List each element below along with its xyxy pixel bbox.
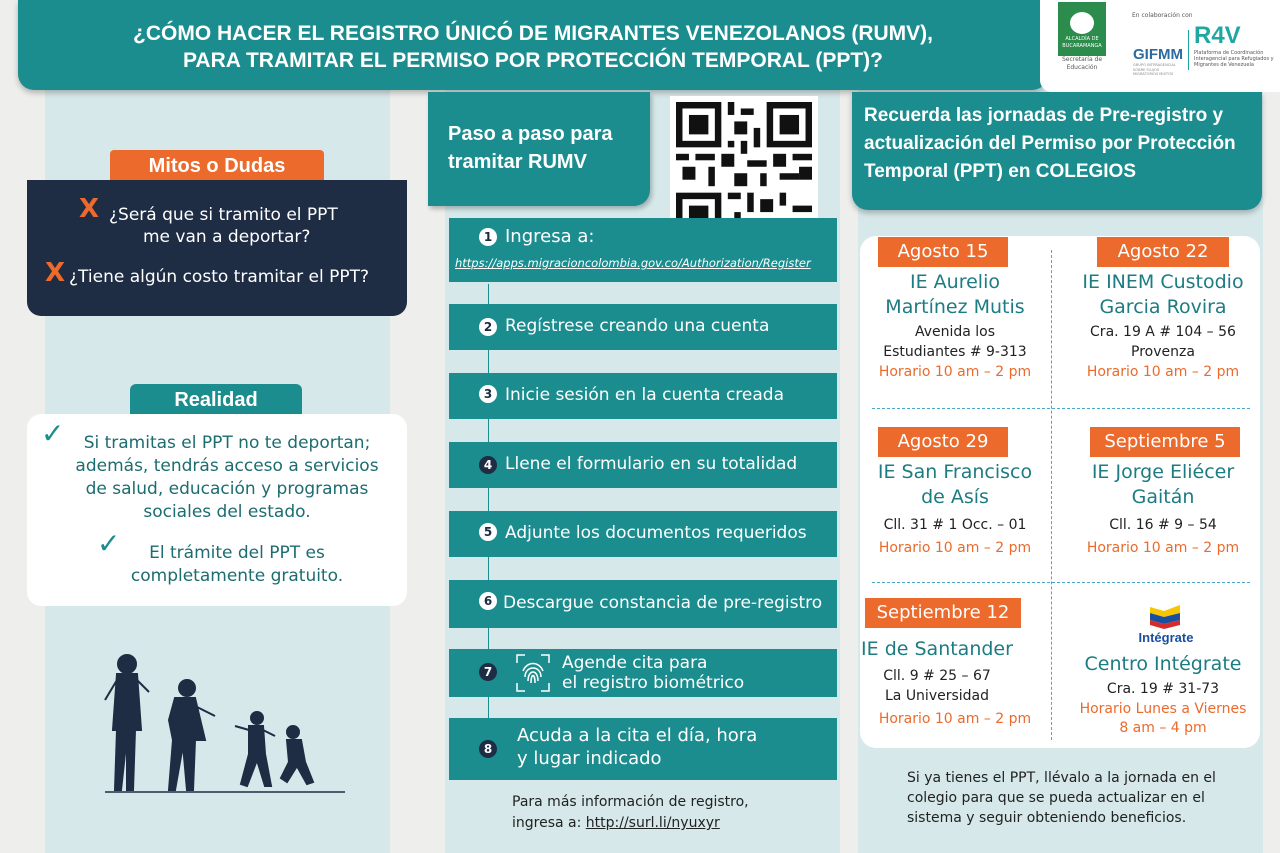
step-4	[449, 442, 837, 488]
step-label: Inicie sesión en la cuenta creada	[505, 385, 784, 405]
date-badge: Agosto 15	[878, 237, 1008, 267]
step-label: Regístrese creando una cuenta	[505, 316, 770, 336]
step-label: Ingresa a:	[505, 226, 595, 247]
step-label: Descargue constancia de pre-registro	[503, 593, 823, 613]
school-hours: Horario 10 am – 2 pm	[878, 364, 1032, 380]
school-name: IE Jorge Eliécer Gaitán	[1091, 461, 1235, 508]
school-hours: Horario 10 am – 2 pm	[878, 711, 1032, 727]
school-name: IE San Francisco de Asís	[877, 461, 1033, 508]
step-number: 5	[479, 523, 497, 541]
school-address: Avenida los Estudiantes # 9-313	[883, 324, 1027, 360]
center-name: Centro Intégrate	[1084, 653, 1242, 675]
jornadas-title: Recuerda las jornadas de Pre-registro y actualización del Permiso por Protección Temporal (PPT) en COLEGIOS	[852, 92, 1262, 210]
school-hours: Horario 10 am – 2 pm	[1086, 364, 1240, 380]
step-label: Adjunte los documentos requeridos	[505, 523, 807, 543]
fingerprint-icon	[515, 653, 551, 693]
collab-label: En colaboración con	[1132, 12, 1193, 19]
step-number: 6	[479, 592, 497, 610]
step-number: 2	[479, 318, 497, 336]
step-number: 8	[479, 740, 497, 758]
divider	[872, 582, 1250, 583]
family-illustration	[95, 650, 355, 800]
date-badge: Septiembre 5	[1090, 427, 1240, 457]
step-6	[449, 580, 837, 628]
x-icon: X	[79, 194, 100, 224]
page-title	[18, 0, 1048, 90]
center-hours: Horario Lunes a Viernes 8 am – 4 pm	[1079, 701, 1247, 736]
date-badge: Septiembre 12	[865, 598, 1021, 628]
mito-question-1: ¿Será que si tramito el PPT me van a deportar?	[109, 205, 338, 247]
date-badge: Agosto 22	[1097, 237, 1229, 267]
integrate-logo-text: Intégrate	[1138, 630, 1194, 645]
step-2	[449, 304, 837, 350]
school-name: IE INEM Custodio Garcia Rovira	[1082, 271, 1244, 318]
step-label: Llene el formulario en su totalidad	[505, 454, 798, 474]
school-hours: Horario 10 am – 2 pm	[1086, 540, 1240, 556]
register-link[interactable]: https://apps.migracioncolombia.gov.co/Authorization/Register	[455, 256, 811, 270]
steps-title: Paso a paso para tramitar RUMV	[428, 92, 650, 206]
step-label: Agende cita para el registro biométrico	[562, 653, 745, 693]
step-number: 3	[479, 385, 497, 403]
step-number: 7	[479, 663, 497, 681]
mito-question-2: ¿Tiene algún costo tramitar el PPT?	[69, 267, 369, 287]
realidad-title: Realidad	[130, 384, 302, 416]
logo-divider	[1188, 30, 1189, 70]
step-8	[449, 718, 837, 780]
more-info: Para más información de registro, ingresa a: http://surl.li/nyuxyr	[512, 794, 749, 831]
step-number: 1	[479, 228, 497, 246]
center-address: Cra. 19 # 31-73	[1106, 681, 1220, 697]
step-number: 4	[479, 456, 497, 474]
check-icon: ✓	[41, 417, 65, 450]
gifmm-logo: GIFMM	[1133, 46, 1183, 63]
check-icon: ✓	[97, 527, 121, 560]
mitos-box	[27, 180, 407, 316]
realidad-text-1: Si tramitas el PPT no te deportan; además, tendrás acceso a servicios de salud, educación y programas sociales del estado.	[75, 433, 379, 522]
title-line-1: ¿CÓMO HACER EL REGISTRO ÚNICÓ DE MIGRANTES VENEZOLANOS (RUMV),	[133, 22, 933, 45]
r4v-logo: R4V	[1194, 22, 1241, 49]
more-info-link[interactable]: http://surl.li/nyuxyr	[585, 815, 720, 831]
school-address: Cll. 16 # 9 – 54	[1109, 517, 1217, 533]
school-address: Cra. 19 A # 104 – 56 Provenza	[1090, 324, 1236, 360]
alcaldia-logo: ALCALDÍA DE BUCARAMANGA	[1058, 2, 1106, 82]
footnote: Si ya tienes el PPT, llévalo a la jornada en el colegio para que se pueda actualizar en el sistema y seguir obteniendo beneficios.	[907, 770, 1216, 826]
mitos-title: Mitos o Dudas	[110, 150, 324, 182]
school-address: Cll. 9 # 25 – 67 La Universidad	[883, 668, 991, 704]
school-name: IE de Santander	[861, 638, 1013, 660]
realidad-text-2: El trámite del PPT es completamente gratuito.	[130, 543, 344, 586]
secretaria-label: Secretaría de Educación	[1056, 56, 1108, 82]
step-7	[449, 649, 837, 697]
step-label: Acuda a la cita el día, hora y lugar indicado	[517, 725, 758, 769]
divider	[1051, 250, 1052, 740]
realidad-box	[27, 414, 407, 606]
gifmm-subtitle: GRUPO INTERAGENCIAL SOBRE FLUJOS MIGRATORIOS MIXTOS	[1133, 63, 1176, 76]
divider	[872, 408, 1250, 409]
r4v-subtitle: Plataforma de Coordinación Interagencial para Refugiados y Migrantes de Venezuela	[1194, 50, 1274, 68]
school-hours: Horario 10 am – 2 pm	[878, 540, 1032, 556]
school-name: IE Aurelio Martínez Mutis	[885, 271, 1025, 318]
step-1	[449, 218, 837, 282]
step-5	[449, 511, 837, 557]
title-line-2: PARA TRAMITAR EL PERMISO POR PROTECCIÓN TEMPORAL (PPT)?	[182, 49, 883, 72]
date-badge: Agosto 29	[878, 427, 1008, 457]
x-icon: X	[45, 258, 66, 288]
integrate-logo-icon	[1148, 603, 1182, 629]
step-3	[449, 373, 837, 419]
school-address: Cll. 31 # 1 Occ. – 01	[883, 517, 1027, 533]
